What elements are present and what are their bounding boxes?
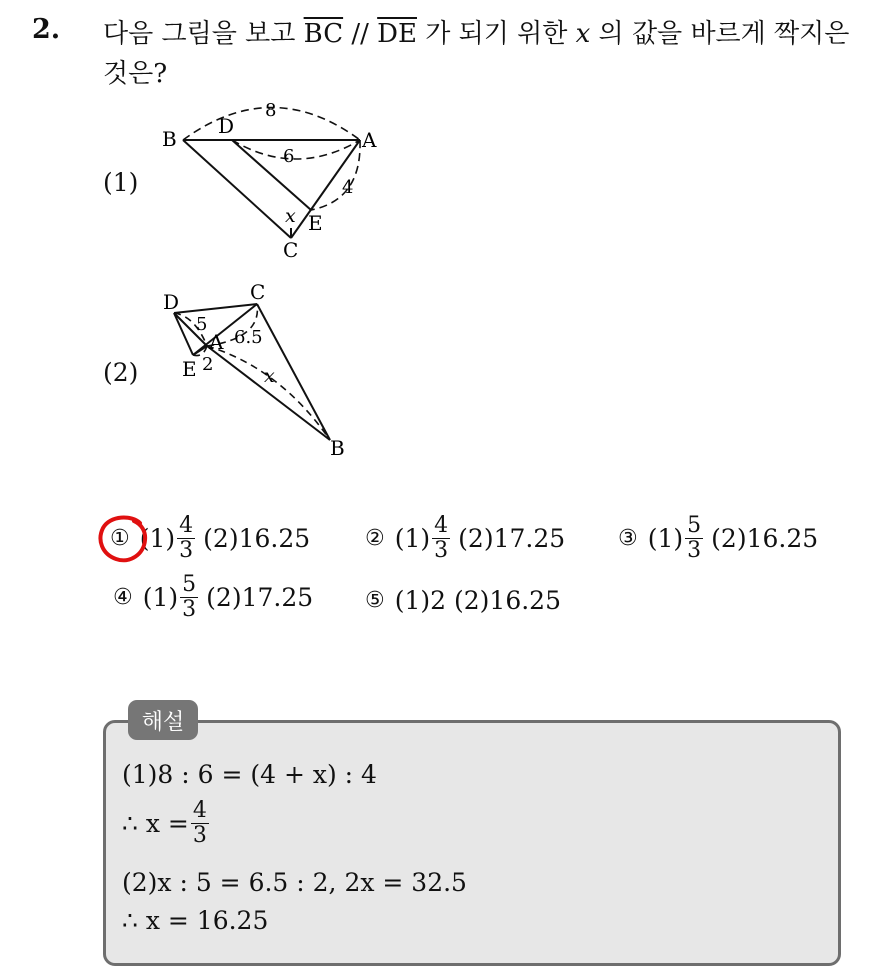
segment-bc	[183, 140, 291, 238]
numerator: 5	[182, 572, 197, 597]
point-c: C	[283, 238, 299, 262]
question-text-after: 의 값을 바르게 짝지은 것은?	[103, 19, 850, 89]
choice-1-part1: (1)	[139, 524, 176, 553]
length-ab: 8	[265, 100, 277, 121]
solution-tag: 해설	[128, 700, 198, 740]
choice-4-part1: (1)	[142, 583, 179, 612]
point-b: B	[162, 127, 177, 151]
choice-5[interactable]	[365, 586, 561, 615]
length-ad: 6	[283, 146, 295, 167]
question-text	[103, 14, 873, 94]
point-a: A	[209, 330, 224, 354]
parallel-symbol: //	[343, 19, 378, 49]
choice-2-part2: (2)17.25	[458, 524, 566, 553]
choice-2-mark: ②	[365, 526, 385, 551]
choice-4-fraction	[180, 574, 198, 621]
numerator: 4	[192, 798, 207, 823]
solution-line-2-prefix: ∴ x =	[122, 809, 189, 838]
point-e: E	[182, 357, 197, 381]
choice-4[interactable]	[113, 574, 313, 621]
choice-3[interactable]	[618, 515, 818, 562]
figure1-label: (1)	[103, 168, 139, 197]
numerator: 4	[179, 513, 194, 538]
choice-3-mark: ③	[618, 526, 638, 551]
denominator: 3	[192, 823, 207, 848]
point-b: B	[330, 436, 345, 460]
length-ad: 5	[196, 314, 208, 335]
figure1-diagram	[150, 95, 410, 265]
segment-de	[232, 140, 311, 210]
length-ab: x	[264, 365, 275, 387]
length-ae: 4	[342, 177, 354, 198]
choice-3-fraction	[685, 515, 703, 562]
length-ac: 6.5	[234, 327, 263, 348]
denominator: 3	[179, 538, 194, 563]
choice-2-fraction	[432, 515, 450, 562]
segment-de	[174, 313, 193, 355]
variable-x: x	[575, 19, 591, 49]
question-number: 2.	[32, 14, 61, 45]
numerator: 5	[687, 513, 702, 538]
choice-4-mark: ④	[113, 585, 133, 610]
choice-5-mark: ⑤	[365, 588, 385, 613]
question-text-before: 다음 그림을 보고	[103, 19, 304, 49]
segment-bc: $\overline{BC}$	[303, 19, 344, 49]
question-text-mid: 가 되기 위한	[416, 19, 576, 49]
solution-line-2	[122, 800, 211, 847]
point-a: A	[362, 128, 377, 152]
solution-line-1: (1)8 : 6 = (4 + x) : 4	[122, 760, 377, 789]
length-ae: 2	[202, 354, 214, 375]
numerator: 4	[434, 513, 449, 538]
denominator: 3	[434, 538, 449, 563]
segment-dc-through-a	[174, 304, 257, 313]
choice-2[interactable]	[365, 515, 565, 562]
selection-circle-icon	[96, 514, 152, 564]
denominator: 3	[687, 538, 702, 563]
point-d: D	[218, 114, 235, 138]
choice-4-part2: (2)17.25	[206, 583, 314, 612]
point-c: C	[250, 280, 266, 304]
point-d: D	[163, 290, 180, 314]
choice-2-part1: (1)	[394, 524, 431, 553]
denominator: 3	[182, 597, 197, 622]
choice-3-part1: (1)	[647, 524, 684, 553]
segment-ab	[207, 346, 330, 440]
choice-5-text: (1)2 (2)16.25	[394, 586, 561, 615]
choice-1-mark: ①	[110, 526, 130, 551]
segment-de: $\overline{DE}$	[377, 19, 417, 49]
solution-fraction	[191, 800, 209, 847]
solution-line-4: ∴ x = 16.25	[122, 906, 269, 935]
solution-line-3: (2)x : 5 = 6.5 : 2, 2x = 32.5	[122, 868, 467, 897]
choice-1-part2: (2)16.25	[203, 524, 311, 553]
choice-3-part2: (2)16.25	[711, 524, 819, 553]
figure2-label: (2)	[103, 358, 139, 387]
choice-1-fraction	[177, 515, 195, 562]
length-ce: x	[285, 205, 296, 227]
figure2-diagram	[155, 280, 355, 460]
point-e: E	[308, 211, 323, 235]
